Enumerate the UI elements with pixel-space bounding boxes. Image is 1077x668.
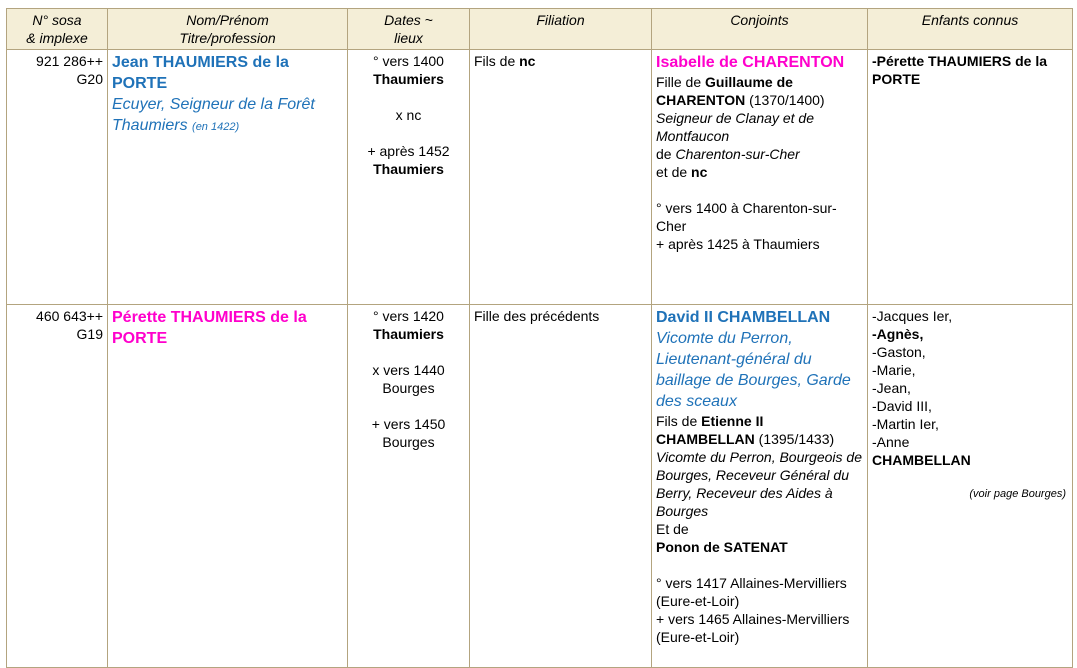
birth-place: Thaumiers	[373, 326, 444, 342]
spouse-birth: ° vers 1400 à Charenton-sur-Cher	[656, 200, 837, 234]
filiation-cell	[470, 305, 652, 668]
children-cell	[868, 50, 1073, 305]
child-item: -Martin Ier,	[872, 416, 939, 432]
table-row	[7, 50, 1073, 305]
person-name: Jean THAUMIERS de la PORTE	[112, 54, 289, 92]
spouse-mother-prefix: Et de	[656, 521, 689, 537]
child-item: -Anne	[872, 434, 910, 450]
spouse-father: Fille de Guillaume de CHARENTON (1370/1400)	[656, 74, 825, 108]
conjoint-cell	[652, 305, 868, 668]
spouse-name: David II CHAMBELLAN	[656, 309, 831, 326]
header-dates: Dates ~ lieux	[348, 9, 470, 50]
death-place: Bourges	[382, 434, 435, 450]
person-title: Ecuyer, Seigneur de la Forêt Thaumiers (en 1422)	[112, 96, 315, 134]
birth-date: ° vers 1420	[373, 308, 444, 324]
header-filiation: Filiation	[470, 9, 652, 50]
header-row	[7, 9, 1073, 50]
title-note: (en 1422)	[192, 121, 240, 133]
generation: G20	[76, 71, 103, 87]
header-sosa: N° sosa & implexe	[7, 9, 108, 50]
children-surname: CHAMBELLAN	[872, 452, 971, 468]
name-cell	[108, 50, 348, 305]
marriage-date: x nc	[395, 107, 422, 123]
conjoint-cell	[652, 50, 868, 305]
child-item: -Jacques Ier,	[872, 308, 953, 324]
spouse-title: Vicomte du Perron, Lieutenant-général du baillage de Bourges, Garde des sceaux	[656, 330, 851, 410]
header-enfants: Enfants connus	[868, 9, 1073, 50]
marriage-place: Bourges	[382, 380, 435, 396]
birth-place: Thaumiers	[373, 71, 444, 87]
sosa-cell	[7, 305, 108, 668]
generation: G19	[76, 326, 103, 342]
spouse-mother: et de nc	[656, 164, 708, 180]
spouse-father: Fils de Etienne II CHAMBELLAN (1395/1433)	[656, 413, 835, 447]
header-conjoints: Conjoints	[652, 9, 868, 50]
sosa-cell	[7, 50, 108, 305]
spouse-birth: ° vers 1417 Allaines-Mervilliers (Eure-et-Loir)	[656, 575, 847, 609]
child-item: -Gaston,	[872, 344, 926, 360]
sosa-number: 460 643++	[36, 308, 103, 324]
spouse-death: + après 1425 à Thaumiers	[656, 236, 820, 252]
dates-cell	[348, 305, 470, 668]
death-date: + vers 1450	[371, 416, 446, 432]
child-item: -David III,	[872, 398, 932, 414]
table-row	[7, 305, 1073, 668]
filiation-value: nc	[519, 53, 536, 69]
header-name: Nom/Prénom Titre/profession	[108, 9, 348, 50]
spouse-mother: Ponon de SATENAT	[656, 539, 788, 555]
filiation-cell	[470, 50, 652, 305]
sosa-number: 921 286++	[36, 53, 103, 69]
child-item: -Pérette THAUMIERS de la PORTE	[872, 53, 1048, 87]
filiation-value: Fille des précédents	[474, 308, 600, 324]
child-item: -Marie,	[872, 362, 916, 378]
see-page-note: (voir page Bourges)	[969, 488, 1066, 500]
spouse-father-title: Vicomte du Perron, Bourgeois de Bourges, Receveur Général du Berry, Receveur des Aides à Bourges	[656, 449, 862, 519]
child-item: -Agnès,	[872, 326, 924, 342]
marriage-date: x vers 1440	[372, 362, 445, 378]
dates-cell	[348, 50, 470, 305]
death-place: Thaumiers	[373, 161, 444, 177]
child-item: -Jean,	[872, 380, 911, 396]
genealogy-table	[6, 8, 1073, 668]
person-name: Pérette THAUMIERS de la PORTE	[112, 309, 307, 347]
filiation-prefix: Fils de	[474, 53, 520, 69]
spouse-death: + vers 1465 Allaines-Mervilliers (Eure-et-Loir)	[656, 611, 850, 645]
name-cell	[108, 305, 348, 668]
spouse-name: Isabelle de CHARENTON	[656, 54, 845, 71]
spouse-place: de Charenton-sur-Cher	[656, 146, 800, 162]
spouse-father-title: Seigneur de Clanay et de Montfaucon	[656, 110, 814, 144]
children-cell	[868, 305, 1073, 668]
birth-date: ° vers 1400	[373, 53, 444, 69]
death-date: + après 1452	[367, 143, 450, 159]
